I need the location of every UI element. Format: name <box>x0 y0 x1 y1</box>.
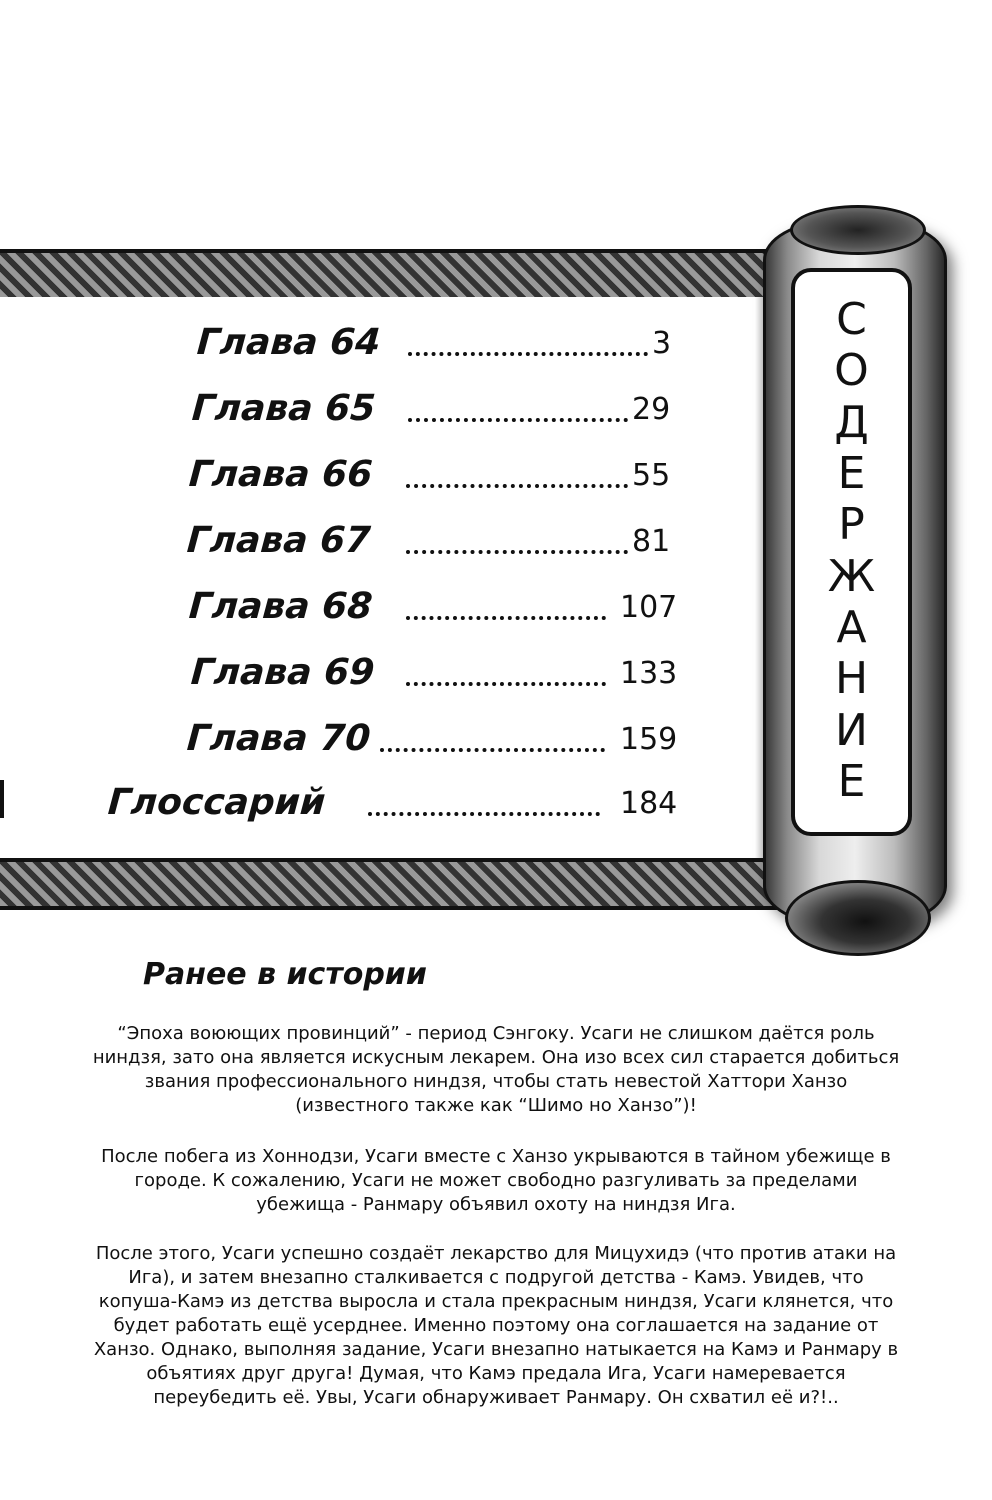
toc-leader-dots <box>408 352 648 356</box>
toc-entry[interactable] <box>0 454 680 502</box>
toc-entry-page: 133 <box>620 656 678 691</box>
toc-leader-dots <box>368 812 600 816</box>
toc-entry-page: 29 <box>632 392 671 427</box>
toc-entry-title: Глава 67 <box>185 520 372 561</box>
toc-entry-title: Глава 64 <box>195 322 382 363</box>
toc-heading-letter: А <box>836 601 867 653</box>
toc-entry-title: Глава 69 <box>189 652 376 693</box>
toc-entry-page: 3 <box>652 326 672 361</box>
toc-heading-letter: Ж <box>827 550 876 602</box>
toc-entry-title: Глава 66 <box>187 454 374 495</box>
page-edge-mark <box>0 780 4 818</box>
toc-leader-dots <box>380 748 605 752</box>
toc-heading-letter: Н <box>834 653 869 705</box>
scroll-roller-top-cap <box>790 205 926 255</box>
toc-entry[interactable] <box>0 520 680 568</box>
toc-heading-letter: Д <box>834 396 869 448</box>
story-paragraph: После этого, Усаги успешно создаёт лекарство для Мицухидэ (что против атаки на Ига), и затем внезапно сталкивается с подругой детства - Камэ. Увидев, что копуша-Камэ из детства выросла и стала прекрасным ниндзя, Усаги клянется, что будет работать ещё усерднее. Именно поэтому она соглашается на задание от Ханзо. Однако, выполняя задание, Усаги внезапно натыкается на Камэ и Ранмару в объятиях друг друга! Думая, что Камэ предала Ига, Усаги намеревается переубедить её. Увы, Усаги обнаруживает Ранмару. Он схватил её и?!.. <box>93 1243 899 1408</box>
toc-leader-dots <box>406 682 606 686</box>
scroll-roller-bottom-cap <box>785 880 931 956</box>
toc-entry-title: Глава 65 <box>190 388 377 429</box>
toc-entry-page: 159 <box>620 722 678 757</box>
toc-entry[interactable] <box>0 718 680 766</box>
story-paragraph: “Эпоха воюющих провинций” - период Сэнгоку. Усаги не слишком даётся роль ниндзя, зато она является искусным лекарем. Она изо всех сил старается добиться звания профессионального ниндзя, чтобы стать невестой Хаттори Ханзо (известного также как “Шимо но Ханзо”)! <box>92 1023 900 1116</box>
toc-leader-dots <box>406 550 628 554</box>
story-heading: Ранее в истории <box>143 957 427 992</box>
toc-entry-title: Глоссарий <box>106 782 327 823</box>
toc-heading-letter: Е <box>837 755 866 807</box>
toc-entry-page: 81 <box>632 524 671 559</box>
toc-leader-dots <box>406 616 606 620</box>
toc-entry-page: 55 <box>632 458 671 493</box>
toc-heading-letter: И <box>835 704 868 756</box>
toc-entry[interactable] <box>0 322 680 370</box>
toc-heading-letter: С <box>836 294 867 345</box>
toc-heading-letter: Р <box>838 499 865 551</box>
toc-heading-letter: Е <box>837 447 866 499</box>
toc-entry-title: Глава 70 <box>185 718 372 759</box>
story-paragraph: После побега из Хоннодзи, Усаги вместе с Ханзо укрываются в тайном убежище в городе. К сожалению, Усаги не может свободно разгуливать за пределами убежища - Ранмару объявил охоту на ниндзя Ига. <box>101 1146 891 1215</box>
toc-heading-letter: О <box>834 345 869 397</box>
toc-entry[interactable] <box>0 782 680 830</box>
toc-entry-title: Глава 68 <box>187 586 374 627</box>
toc-entry[interactable] <box>0 388 680 436</box>
toc-entry[interactable] <box>0 586 680 634</box>
toc-heading-vertical <box>791 268 912 836</box>
toc-leader-dots <box>406 484 628 488</box>
toc-entry-page: 107 <box>620 590 678 625</box>
toc-entry-page: 184 <box>620 786 678 821</box>
toc-leader-dots <box>408 418 628 422</box>
toc-entry[interactable] <box>0 652 680 700</box>
